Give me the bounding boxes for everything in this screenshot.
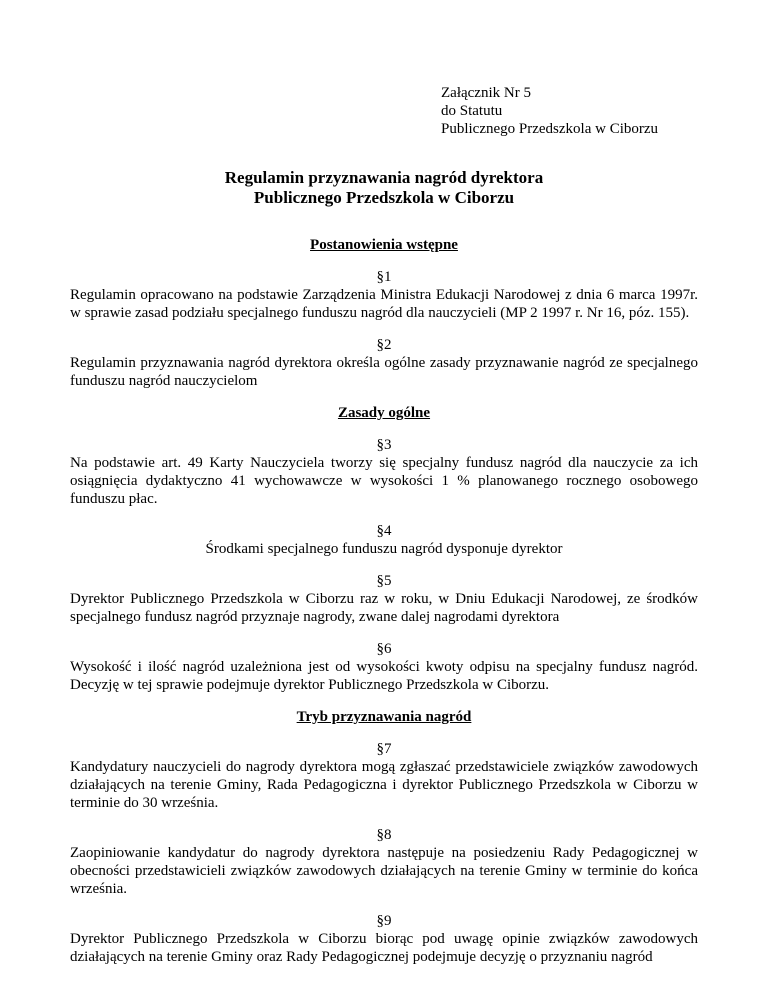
paragraph-section bbox=[70, 336, 698, 390]
annex-line: Załącznik Nr 5 bbox=[441, 85, 531, 101]
title-line: Publicznego Przedszkola w Ciborzu bbox=[253, 188, 515, 207]
document-body bbox=[70, 236, 698, 980]
paragraph-number: §9 bbox=[376, 913, 392, 929]
paragraph-number: §7 bbox=[376, 741, 392, 757]
paragraph-section bbox=[70, 640, 698, 694]
paragraph-number: §8 bbox=[376, 827, 392, 843]
paragraph-number: §2 bbox=[376, 337, 392, 353]
annex-line: Publicznego Przedszkola w Ciborzu bbox=[441, 121, 659, 137]
paragraph-text: Dyrektor Publicznego Przedszkola w Ciborzu biorąc pod uwagę opinie związków zawodowych działających na terenie Gminy oraz Rady Pedagogicznej podejmuje decyzję o przyznaniu nagród bbox=[70, 931, 698, 965]
paragraph-number: §5 bbox=[376, 573, 392, 589]
paragraph-section bbox=[70, 912, 698, 966]
paragraph-text: Na podstawie art. 49 Karty Nauczyciela tworzy się specjalny fundusz nagród dla nauczycie za ich osiągnięcia dydaktyczno 41 wychowawcze w wysokości 1 % planowanego rocznego osobowego funduszu płac. bbox=[70, 455, 698, 507]
paragraph-number: §3 bbox=[376, 437, 392, 453]
document-title bbox=[0, 168, 768, 208]
section-heading: Postanowienia wstępne bbox=[310, 237, 458, 253]
section-heading: Zasady ogólne bbox=[337, 405, 431, 421]
paragraph-number: §1 bbox=[376, 269, 392, 285]
paragraph-text: Kandydatury nauczycieli do nagrody dyrektora mogą zgłaszać przedstawiciele związków zawodowych działających na terenie Gminy, Rada Pedagogiczna i dyrektor Publicznego Przedszkola w Ciborzu w terminie do 30 września. bbox=[70, 759, 698, 811]
paragraph-text: Środkami specjalnego funduszu nagród dysponuje dyrektor bbox=[205, 541, 563, 557]
paragraph-text: Regulamin przyznawania nagród dyrektora określa ogólne zasady przyznawanie nagród ze specjalnego funduszu nagród nauczycielom bbox=[70, 355, 698, 389]
paragraph-text: Dyrektor Publicznego Przedszkola w Ciborzu raz w roku, w Dniu Edukacji Narodowej, ze środków specjalnego fundusz nagród przyznaje nagrody, zwane dalej nagrodami dyrektora bbox=[70, 591, 698, 625]
annex-line: do Statutu bbox=[441, 103, 503, 119]
paragraph-text: Wysokość i ilość nagród uzależniona jest od wysokości kwoty odpisu na specjalny fundusz nagród. Decyzję w tej sprawie podejmuje dyrektor Publicznego Przedszkola w Ciborzu. bbox=[70, 659, 698, 693]
paragraph-text: Regulamin opracowano na podstawie Zarządzenia Ministra Edukacji Narodowej z dnia 6 marca 1997r. w sprawie zasad podziału specjalnego funduszu nagród dla nauczycieli (MP 2 1997 r. Nr 16, póz. 155). bbox=[70, 287, 698, 321]
paragraph-section bbox=[70, 522, 698, 558]
paragraph-number: §4 bbox=[376, 523, 392, 539]
section-heading: Tryb przyznawania nagród bbox=[296, 709, 472, 725]
paragraph-section bbox=[70, 436, 698, 508]
paragraph-section bbox=[70, 268, 698, 322]
paragraph-section bbox=[70, 572, 698, 626]
paragraph-section bbox=[70, 826, 698, 898]
annex-note bbox=[441, 84, 741, 138]
paragraph-text: Zaopiniowanie kandydatur do nagrody dyrektora następuje na posiedzeniu Rady Pedagogicznej w obecności przedstawicieli związków zawodowych działających na terenie Gminy w terminie do końca września. bbox=[70, 845, 698, 897]
paragraph-section bbox=[70, 740, 698, 812]
paragraph-number: §6 bbox=[376, 641, 392, 657]
title-line: Regulamin przyznawania nagród dyrektora bbox=[224, 168, 544, 187]
